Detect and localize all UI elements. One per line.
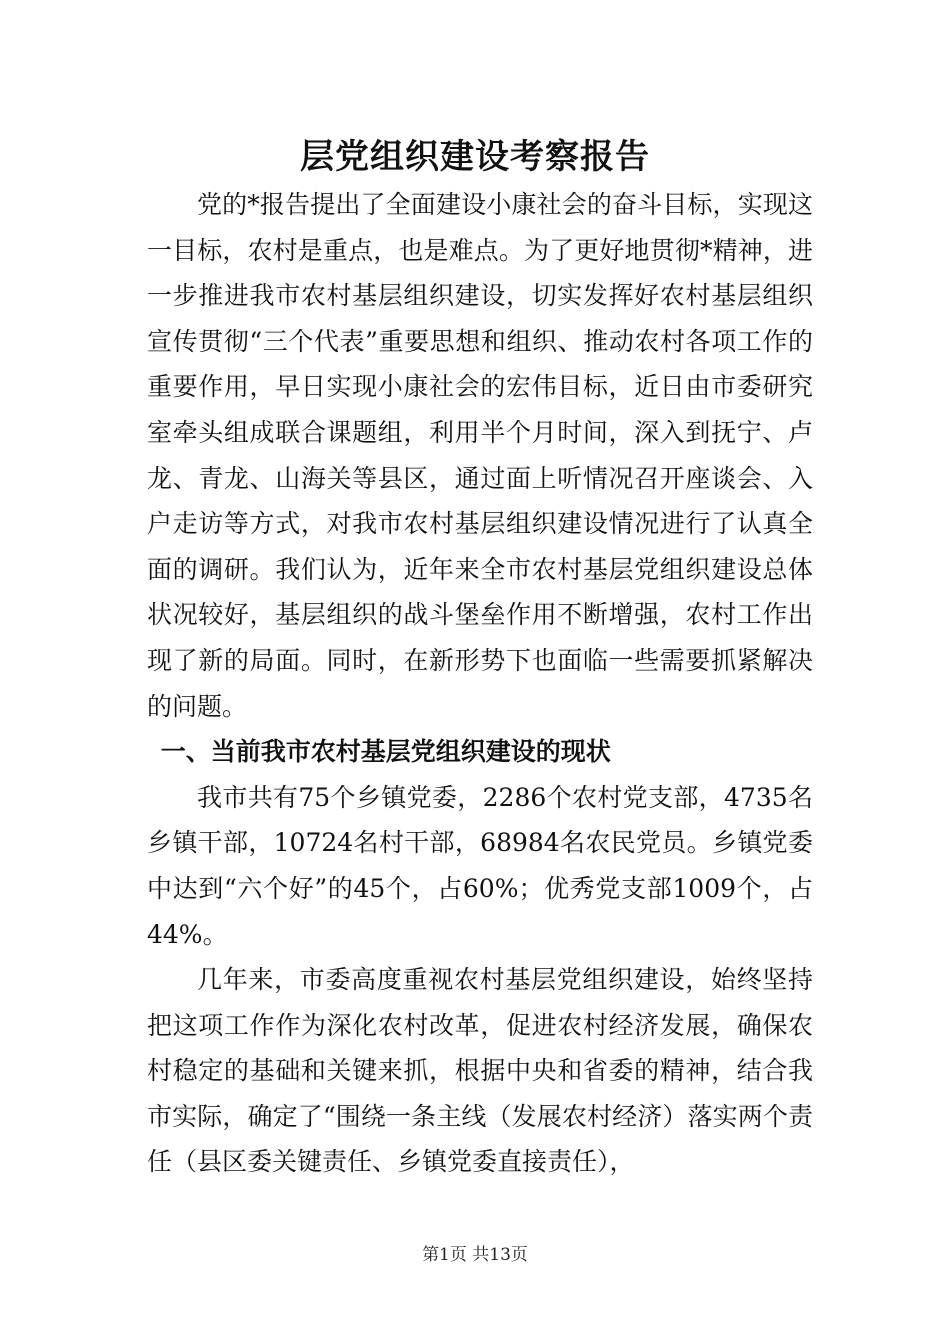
section-heading: 一、当前我市农村基层党组织建设的现状 — [160, 737, 611, 767]
document-title: 层党组织建设考察报告 — [300, 137, 650, 177]
history-paragraph: 几年来，市委高度重视农村基层党组织建设，始终坚持把这项工作作为深化农村改革，促进农村经济发展，确保农村稳定的基础和关键来抓，根据中央和省委的精神，结合我市实际，确定了“围绕一条主线（发展农村经济）落实两个责任（县区委关键责任、乡镇党委直接责任）， — [147, 965, 813, 1177]
document-body — [147, 182, 813, 1185]
page-footer: 第1页 共13页 — [422, 1245, 528, 1265]
intro-paragraph: 党的*报告提出了全面建设小康社会的奋斗目标，实现这一目标，农村是重点，也是难点。为了更好地贯彻*精神，进一步推进我市农村基层组织建设，切实发挥好农村基层组织宣传贯彻“三个代表”重要思想和组织、推动农村各项工作的重要作用，早日实现小康社会的宏伟目标，近日由市委研究室牵头组成联合课题组，利用半个月时间，深入到抚宁、卢龙、青龙、山海关等县区，通过面上听情况召开座谈会、入户走访等方式，对我市农村基层组织建设情况进行了认真全面的调研。我们认为，近年来全市农村基层党组织建设总体状况较好，基层组织的战斗堡垒作用不断增强，农村工作出现了新的局面。同时，在新形势下也面临一些需要抓紧解决的问题。 — [147, 190, 813, 721]
statistics-paragraph: 我市共有75个乡镇党委，2286个农村党支部，4735名乡镇干部，10724名村干部，68984名农民党员。乡镇党委中达到“六个好”的45个，占60%；优秀党支部1009个，占44%。 — [147, 782, 813, 949]
